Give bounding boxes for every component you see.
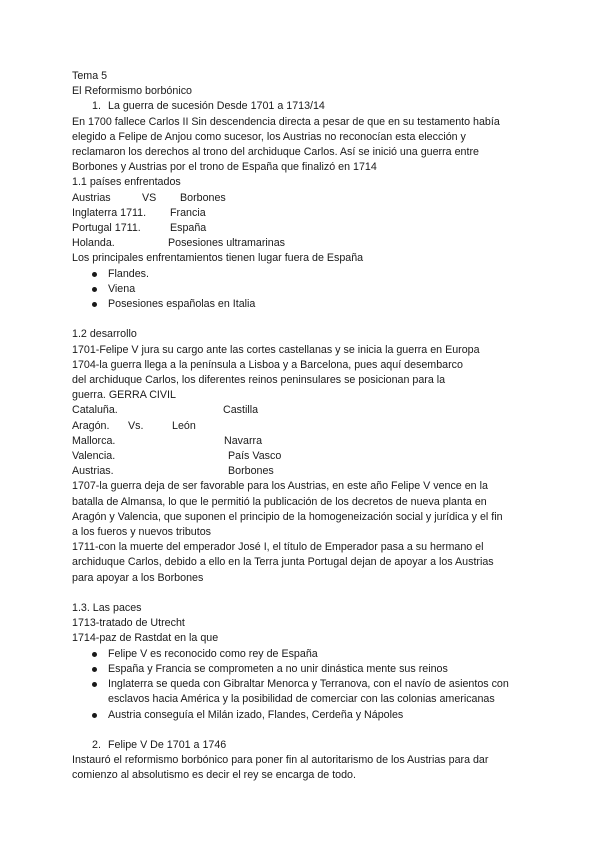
region-austrias-side: Valencia.	[72, 450, 116, 463]
regions-row	[72, 419, 542, 434]
list-item: Flandes.	[72, 267, 542, 282]
regions-vs: Vs.	[128, 419, 144, 432]
spacer	[72, 723, 542, 738]
conflicts-intro: Los principales enfrentamientos tienen lugar fuera de España	[72, 252, 364, 265]
countries-borbones: Borbones	[180, 191, 226, 204]
countries-row	[72, 221, 542, 236]
event-1713: 1713-tratado de Utrecht	[72, 617, 185, 630]
tema-label: Tema 5	[72, 70, 108, 82]
countries-row	[72, 206, 542, 221]
region-austrias-side: Austrias.	[72, 465, 114, 478]
countries-row	[72, 236, 542, 251]
peace-terms-list	[72, 647, 536, 723]
subsection-1-3-heading: 1.3. Las paces	[72, 602, 142, 615]
countries-right: Posesiones ultramarinas	[168, 237, 286, 250]
section-1-number: 1.	[92, 100, 101, 113]
regions-row	[72, 434, 542, 449]
regions-row	[72, 449, 542, 464]
region-borbones-side: Navarra	[224, 434, 263, 447]
list-item: España y Francia se comprometen a no unir dinástica mente sus reinos	[72, 662, 536, 677]
region-borbones-side: León	[172, 419, 196, 432]
countries-left: Inglaterra 1711.	[72, 206, 147, 219]
conflicts-list	[72, 267, 542, 313]
regions-row	[72, 403, 542, 418]
event-1711: 1711-con la muerte del emperador José I, el título de Emperador pasa a su hermano el archiduque Carlos, debido a ello en la Terra junta Portugal dejan de apoyar a los Austrias para apoyar a los Borbones	[72, 541, 494, 584]
document-body	[72, 69, 542, 784]
list-item: Inglaterra se queda con Gibraltar Menorca y Terranova, con el navío de asientos con esclavos hacia América y la posibilidad de comerciar con las colonias americanas	[72, 677, 536, 707]
region-austrias-side: Aragón.	[72, 419, 110, 432]
section-2-heading	[72, 738, 542, 753]
list-item: Austria conseguía el Milán izado, Flandes, Cerdeña y Nápoles	[72, 708, 536, 723]
spacer	[72, 586, 542, 601]
event-1701: 1701-Felipe V jura su cargo ante las cortes castellanas y se inicia la guerra en Europa	[72, 343, 480, 356]
section-1-title: La guerra de sucesión Desde 1701 a 1713/14	[108, 100, 325, 113]
region-borbones-side: Borbones	[228, 465, 274, 478]
region-austrias-side: Cataluña.	[72, 404, 118, 417]
section-2-number: 2.	[92, 738, 101, 751]
event-1704: 1704-la guerra llega a la península a Lisboa y a Barcelona, pues aquí desembarco del archiduque Carlos, los diferentes reinos peninsulares se posicionan para la guerra. GERRA CIVIL	[72, 358, 463, 402]
spacer	[72, 312, 542, 327]
subsection-1-2-heading: 1.2 desarrollo	[72, 328, 137, 341]
list-item: Viena	[72, 282, 542, 297]
countries-right: Francia	[170, 206, 206, 219]
list-item: Felipe V es reconocido como rey de España	[72, 647, 536, 662]
countries-vs: VS	[142, 191, 157, 204]
countries-row	[72, 191, 542, 206]
section-1-paragraph: En 1700 fallece Carlos II Sin descendencia directa a pesar de que en su testamento había elegido a Felipe de Anjou como sucesor, los Austrias no reconocían esta elección y reclamaron los derechos al trono del archiduque Carlos. Así se inició una guerra entre Borbones y Austrias por el trono de España que finalizó en 1714	[72, 115, 500, 174]
section-2-title: Felipe V De 1701 a 1746	[108, 738, 227, 751]
list-item: Posesiones españolas en Italia	[72, 297, 542, 312]
section-2-paragraph: Instauró el reformismo borbónico para poner fin al autoritarismo de los Austrias para dar comienzo al absolutismo es decir el rey se encarga de todo.	[72, 754, 489, 782]
region-borbones-side: Castilla	[223, 404, 259, 417]
countries-left: Holanda.	[72, 237, 115, 250]
document-title: El Reformismo borbónico	[72, 85, 192, 98]
regions-row	[72, 464, 542, 479]
countries-right: España	[170, 222, 207, 235]
region-borbones-side: País Vasco	[228, 450, 282, 463]
countries-left: Portugal 1711.	[72, 222, 141, 235]
region-austrias-side: Mallorca.	[72, 434, 116, 447]
section-1-heading	[72, 99, 542, 114]
countries-austrias: Austrias	[72, 191, 111, 204]
subsection-1-1-heading: 1.1 países enfrentados	[72, 176, 181, 189]
event-1714: 1714-paz de Rastdat en la que	[72, 632, 219, 645]
event-1707: 1707-la guerra deja de ser favorable para los Austrias, en este año Felipe V vence en la batalla de Almansa, lo que le permitió la publicación de los decretos de nueva planta en Aragón y Valencia, que suponen el principio de la homogeneización social y jurídica y el fin a los fueros y nuevos tributos	[72, 480, 503, 539]
